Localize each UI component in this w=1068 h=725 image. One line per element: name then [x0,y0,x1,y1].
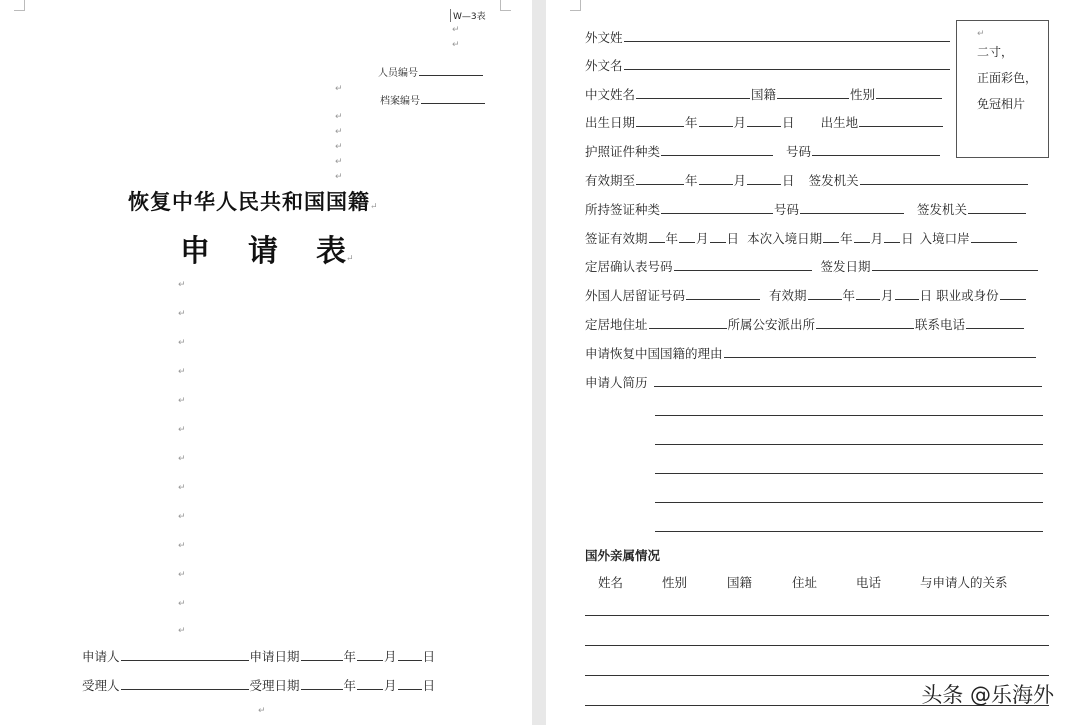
birth-place-line [859,115,943,127]
archive-number-label: 档案编号 [380,96,420,107]
day-line [747,115,781,127]
birth-date-label: 出生日期 [585,115,636,130]
applicant-label: 申请人 [82,649,120,664]
month-line [854,231,870,243]
foreign-surname-row [585,28,951,46]
day-line [884,231,900,243]
form-subtitle: 申 请 表↵ [180,226,354,270]
receive-date-label: 受理日期 [249,678,300,693]
form-title: 恢复中华人民共和国国籍↵ [128,189,379,214]
paragraph-mark: ↵ [178,483,186,493]
page-right [546,0,1068,725]
visa-type-line [661,202,773,214]
photo-box: ↵ 二寸， 正面彩色， 免冠相片 [956,20,1049,158]
subtitle-char: 表 [316,234,346,269]
paragraph-mark: ↵ [335,172,343,182]
paragraph-mark: ↵ [335,84,343,94]
day-label: 日 [901,231,914,246]
crop-mark [14,0,25,11]
paragraph-mark: ↵ [178,570,186,580]
month-line [699,115,733,127]
day-line [710,231,726,243]
day-line [398,649,422,661]
issuing-authority-label: 签发机关 [808,173,859,188]
staff-number-label: 人员编号 [378,68,418,79]
paragraph-mark: ↵ [452,25,460,35]
foreign-surname-label: 外文姓 [585,30,623,45]
resume-row [585,373,1043,391]
reason-row [585,344,1037,362]
resume-line [655,444,1043,445]
passport-type-line [661,144,773,156]
visa-number-label: 号码 [774,202,800,217]
paragraph-mark: ↵ [335,157,343,167]
day-line [747,173,781,185]
occupation-label: 职业或身份 [936,288,999,303]
foreign-given-row [585,56,951,74]
birth-place-label: 出生地 [820,115,859,130]
relatives-row-line [585,615,1049,616]
paragraph-mark: ↵ [178,280,186,290]
paragraph-mark: ↵ [178,367,186,377]
applicant-row [82,647,435,665]
permit-number-line [686,288,760,300]
day-label: 日 [422,678,436,693]
subtitle-char: 请 [248,234,278,269]
form-title-text: 恢复中华人民共和国国籍 [128,189,370,214]
relatives-row-line [585,645,1049,646]
resume-line [654,375,1042,387]
paragraph-mark: ↵ [258,706,266,716]
foreign-given-line [624,58,950,70]
passport-type-label: 护照证件种类 [585,144,661,159]
month-label: 月 [870,231,884,246]
year-line [636,115,684,127]
archive-number-line [421,92,485,104]
month-line [679,231,695,243]
entry-port-label: 入境口岸 [919,231,970,246]
valid-until-row [585,171,1029,189]
paragraph-mark: ↵ [178,541,186,551]
photo-instruction: 免冠相片 [977,97,1026,111]
staff-number-field [378,64,484,79]
foreign-surname-line [624,30,950,42]
year-line [301,649,343,661]
day-label: 日 [726,231,740,246]
visa-number-line [800,202,904,214]
month-line [699,173,733,185]
residence-confirm-row [585,257,1039,275]
police-station-line [816,317,914,329]
year-label: 年 [343,649,357,664]
crop-mark [570,0,581,11]
police-station-label: 所属公安派出所 [727,317,816,332]
reason-label: 申请恢复中国国籍的理由 [585,346,723,361]
resume-line [655,531,1043,532]
page-gutter [532,0,546,725]
watermark: 头条 @乐海外 [921,683,1054,707]
entry-date-label: 本次入境日期 [747,231,823,246]
year-label: 年 [343,678,357,693]
month-label: 月 [733,115,747,130]
year-line [823,231,839,243]
issuing-authority-line [860,173,1028,185]
receiver-line [121,678,249,690]
year-label: 年 [665,231,679,246]
chinese-name-line [636,87,750,99]
issue-date-label: 签发日期 [820,259,871,274]
phone-label: 联系电话 [915,317,966,332]
passport-row [585,142,941,160]
residence-confirm-line [674,259,812,271]
address-line [649,317,727,329]
month-line [357,678,383,690]
visa-authority-line [968,202,1026,214]
staff-number-line [419,64,483,76]
year-label: 年 [685,173,698,188]
visa-valid-label: 签证有效期 [585,231,648,246]
paragraph-mark: ↵ [178,626,186,636]
subtitle-char: 申 [180,234,210,269]
relatives-col-phone: 电话 [856,575,882,590]
passport-number-line [812,144,940,156]
day-label: 日 [782,115,795,130]
paragraph-mark: ↵ [178,396,186,406]
paragraph-mark: ↵ [178,454,186,464]
year-line [301,678,343,690]
photo-instruction: 二寸， [977,45,1014,59]
paragraph-mark: ↵ [335,142,343,152]
applicant-line [121,649,249,661]
day-line [398,678,422,690]
month-line [357,649,383,661]
year-label: 年 [842,288,856,303]
year-line [636,173,684,185]
address-row [585,315,1025,333]
month-label: 月 [733,173,747,188]
chinese-name-label: 中文姓名 [585,87,636,102]
receiver-label: 受理人 [82,678,120,693]
resume-label: 申请人简历 [585,375,648,390]
residence-confirm-label: 定居确认表号码 [585,259,673,274]
address-label: 定居地住址 [585,317,648,332]
relatives-col-nationality: 国籍 [727,575,753,590]
gender-label: 性别 [850,87,876,102]
year-line [649,231,665,243]
paragraph-mark: ↵ [335,112,343,122]
form-code: W—3表 [450,9,486,22]
passport-number-label: 号码 [786,144,812,159]
chinese-name-row [585,85,943,103]
year-label: 年 [840,231,853,246]
reason-line [724,346,1036,358]
issue-date-line [872,259,1038,271]
entry-port-line [971,231,1017,243]
month-label: 月 [384,649,397,664]
year-label: 年 [685,115,698,130]
visa-type-row [585,200,1027,218]
permit-number-label: 外国人居留证号码 [585,288,686,303]
month-label: 月 [881,288,894,303]
visa-valid-row [585,229,1018,247]
gender-line [876,87,942,99]
birth-row [585,113,944,131]
archive-number-field [380,92,486,107]
residence-permit-row [585,286,1027,304]
receiver-row [82,676,435,694]
page-left [0,0,532,725]
relatives-col-relationship: 与申请人的关系 [920,575,1008,590]
resume-line [655,415,1043,416]
visa-type-label: 所持签证种类 [585,202,661,217]
resume-line [655,502,1043,503]
crop-mark [500,0,511,11]
year-line [808,288,842,300]
relatives-col-address: 住址 [792,575,818,590]
paragraph-mark: ↵ [178,512,186,522]
visa-authority-label: 签发机关 [917,202,968,217]
permit-valid-label: 有效期 [769,288,807,303]
apply-date-label: 申请日期 [249,649,300,664]
paragraph-mark: ↵ [335,127,343,137]
paragraph-mark: ↵ [178,599,186,609]
day-line [895,288,919,300]
phone-line [966,317,1024,329]
foreign-given-label: 外文名 [585,58,623,73]
relatives-title: 国外亲属情况 [585,548,661,563]
resume-line [655,473,1043,474]
relatives-col-name: 姓名 [598,575,624,590]
month-line [856,288,880,300]
day-label: 日 [919,288,933,303]
relatives-row-line [585,675,1049,676]
day-label: 日 [782,173,795,188]
day-label: 日 [422,649,436,664]
paragraph-mark: ↵ [178,425,186,435]
occupation-line [1000,288,1026,300]
relatives-col-gender: 性别 [662,575,688,590]
paragraph-mark: ↵ [178,309,186,319]
nationality-label: 国籍 [751,87,777,102]
month-label: 月 [696,231,709,246]
month-label: 月 [384,678,397,693]
paragraph-mark: ↵ [178,338,186,348]
valid-until-label: 有效期至 [585,173,636,188]
photo-instruction: 正面彩色， [977,71,1038,85]
paragraph-mark: ↵ [452,40,460,50]
nationality-line [777,87,849,99]
